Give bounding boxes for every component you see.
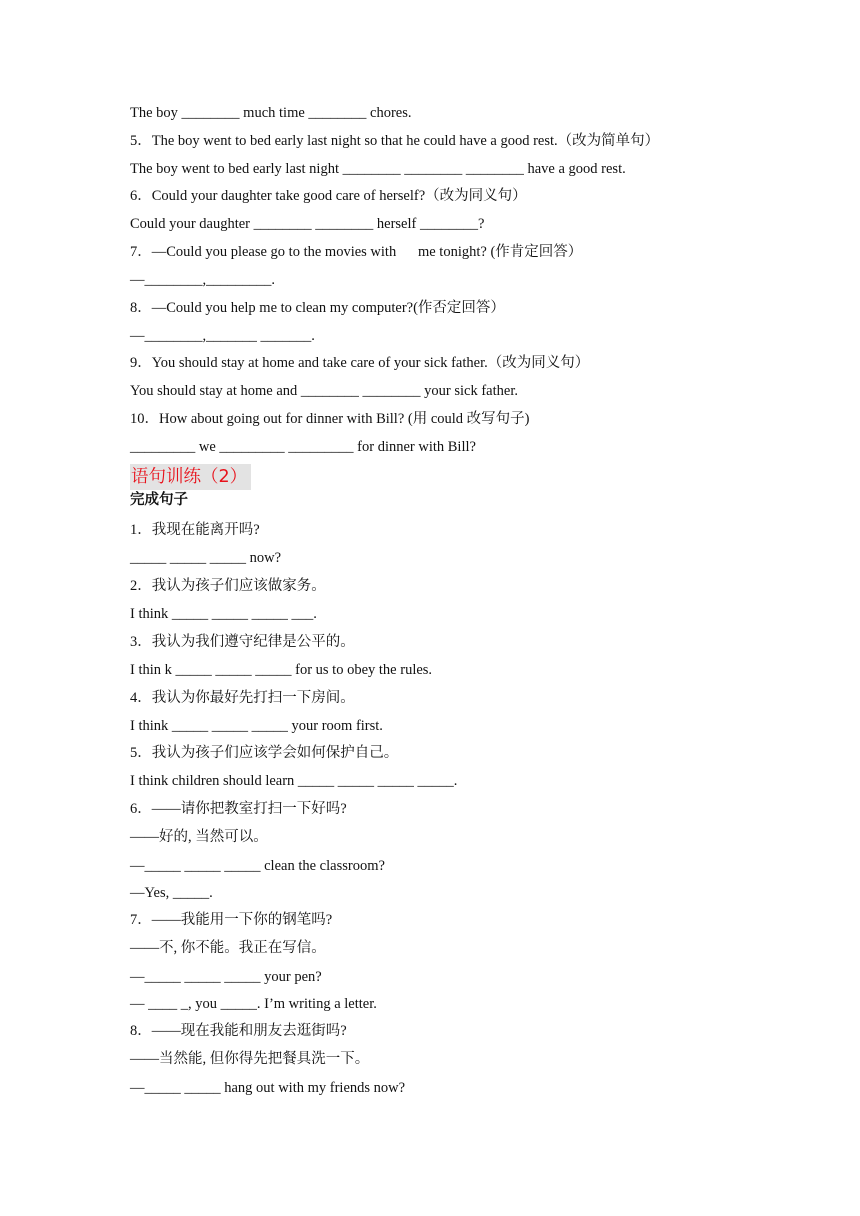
exercise-line: I think _____ _____ _____ your room first. (130, 718, 383, 734)
exercise-line: 10．How about going out for dinner with Bill? (用 could 改写句子) (130, 411, 530, 427)
exercise-line: 6．——请你把教室打扫一下好吗? (130, 801, 347, 817)
exercise-line: —________,_______ _______. (130, 328, 315, 344)
exercise-line: _____ _____ _____ now? (130, 550, 282, 566)
exercise-line: You should stay at home and ________ ________ your sick father. (130, 383, 518, 399)
exercise-line: I think children should learn _____ _____ _____ _____. (130, 773, 458, 789)
exercise-line: 7．—Could you please go to the movies with me tonight? (作肯定回答） (130, 244, 583, 260)
exercise-line: ——当然能, 但你得先把餐具洗一下。 (130, 1051, 370, 1067)
exercise-line: The boy went to bed early last night ________ ________ ________ have a good rest. (130, 161, 626, 177)
exercise-line: —Yes, _____. (130, 885, 213, 901)
exercise-line: Could your daughter ________ ________ herself ________? (130, 216, 485, 232)
exercise-line: 9．You should stay at home and take care of your sick father.（改为同义句） (130, 355, 590, 371)
exercise-line: 1．我现在能离开吗? (130, 522, 260, 538)
exercise-line: —________,_________. (130, 272, 275, 288)
exercise-line: 2．我认为孩子们应该做家务。 (130, 578, 326, 594)
exercise-line: 4．我认为你最好先打扫一下房间。 (130, 690, 355, 706)
exercise-line: 3．我认为我们遵守纪律是公平的。 (130, 634, 355, 650)
exercise-line: 7．——我能用一下你的钢笔吗? (130, 912, 333, 928)
section-heading: 语句训练（2） (130, 464, 251, 490)
exercise-line: 5．我认为孩子们应该学会如何保护自己。 (130, 745, 399, 761)
exercise-line: —_____ _____ hang out with my friends now? (130, 1080, 406, 1096)
exercise-line: 5．The boy went to bed early last night so that he could have a good rest.（改为简单句） (130, 133, 660, 149)
exercise-line: —_____ _____ _____ your pen? (130, 969, 322, 985)
exercise-line: The boy ________ much time ________ chores. (130, 105, 412, 121)
exercise-line: —_____ _____ _____ clean the classroom? (130, 858, 385, 874)
exercise-line: I thin k _____ _____ _____ for us to obey the rules. (130, 662, 433, 678)
exercise-line: 8．—Could you help me to clean my computer?(作否定回答） (130, 300, 505, 316)
exercise-line: 8．——现在我能和朋友去逛街吗? (130, 1023, 347, 1039)
exercise-line: ——好的, 当然可以。 (130, 829, 268, 845)
section-subheading: 完成句子 (130, 492, 188, 508)
exercise-line: I think _____ _____ _____ ___. (130, 606, 317, 622)
exercise-line: 6．Could your daughter take good care of herself?（改为同义句） (130, 188, 527, 204)
exercise-line: _________ we _________ _________ for dinner with Bill? (130, 439, 476, 455)
exercise-line: — ____ _, you _____. I’m writing a letter. (130, 996, 377, 1012)
exercise-line: ——不, 你不能。我正在写信。 (130, 940, 326, 956)
